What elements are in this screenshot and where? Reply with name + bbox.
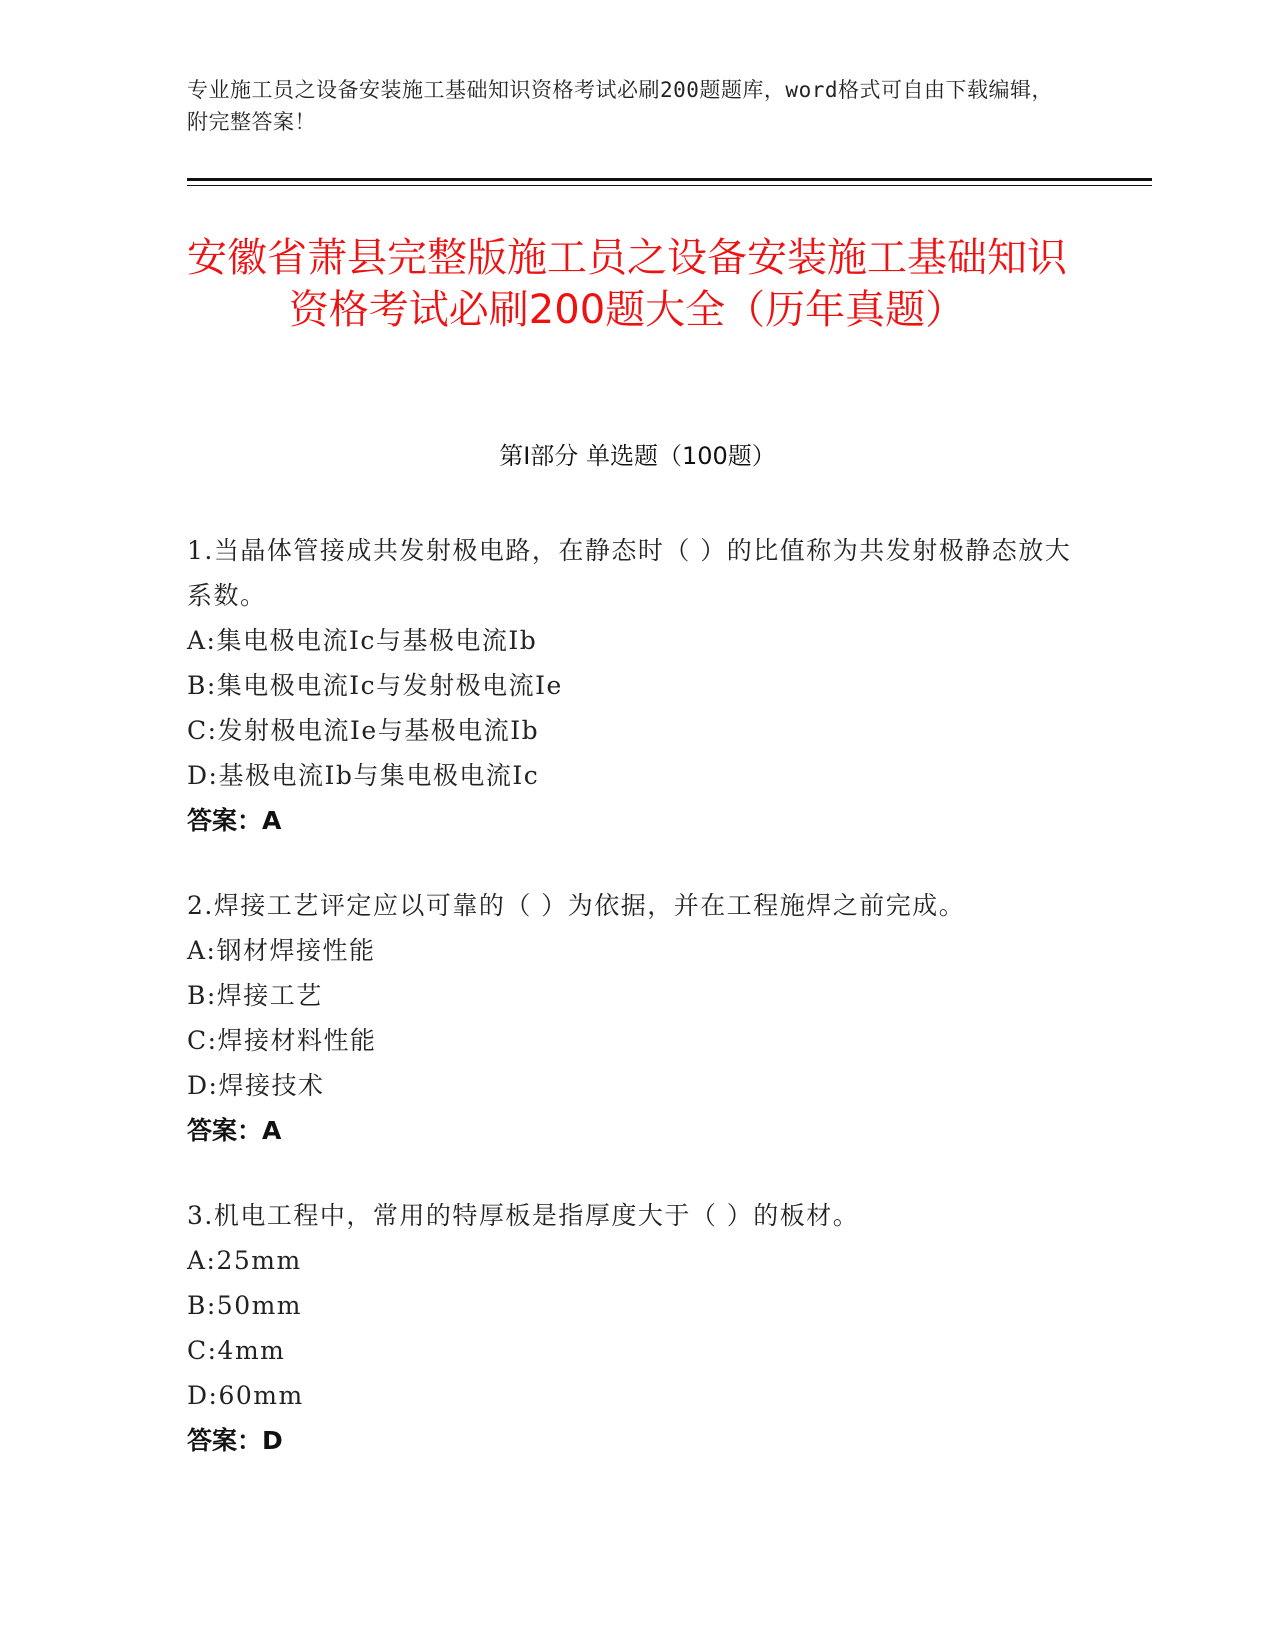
header-divider-thick <box>187 178 1152 181</box>
option-a: A:钢材焊接性能 <box>187 936 376 965</box>
option-c: C:焊接材料性能 <box>187 1026 377 1055</box>
option-d: D:60mm <box>187 1381 304 1410</box>
option-d: D:基极电流Ib与集电极电流Ic <box>187 761 540 790</box>
option-b: B:50mm <box>187 1291 303 1320</box>
section-heading: 第I部分 单选题（100题） <box>499 442 776 470</box>
option-b: B:焊接工艺 <box>187 981 323 1010</box>
question-1 <box>187 528 1077 843</box>
option-b: B:集电极电流Ic与发射极电流Ie <box>187 671 563 700</box>
option-c: C:发射极电流Ie与基极电流Ib <box>187 716 540 745</box>
answer-key: 答案：A <box>187 1116 282 1145</box>
document-title: 安徽省萧县完整版施工员之设备安装施工基础知识资格考试必刷200题大全（历年真题） <box>187 235 1067 333</box>
header-note: 专业施工员之设备安装施工基础知识资格考试必刷200题题库，word格式可自由下载编辑，附完整答案！ <box>187 78 1053 134</box>
option-a: A:集电极电流Ic与基极电流Ib <box>187 626 538 655</box>
question-3 <box>187 1193 1077 1463</box>
option-c: C:4mm <box>187 1336 286 1365</box>
question-stem: 2.焊接工艺评定应以可靠的（ ）为依据，并在工程施焊之前完成。 <box>187 891 966 920</box>
question-stem: 3.机电工程中，常用的特厚板是指厚度大于（ ）的板材。 <box>187 1201 860 1230</box>
option-a: A:25mm <box>187 1246 302 1275</box>
option-d: D:焊接技术 <box>187 1071 325 1100</box>
header-divider-thin <box>187 185 1152 186</box>
question-2 <box>187 883 1077 1153</box>
question-list <box>187 528 1077 1503</box>
answer-key: 答案：A <box>187 806 282 835</box>
question-stem: 1.当晶体管接成共发射极电路，在静态时（ ）的比值称为共发射极静态放大系数。 <box>187 536 1072 610</box>
answer-key: 答案：D <box>187 1426 283 1455</box>
